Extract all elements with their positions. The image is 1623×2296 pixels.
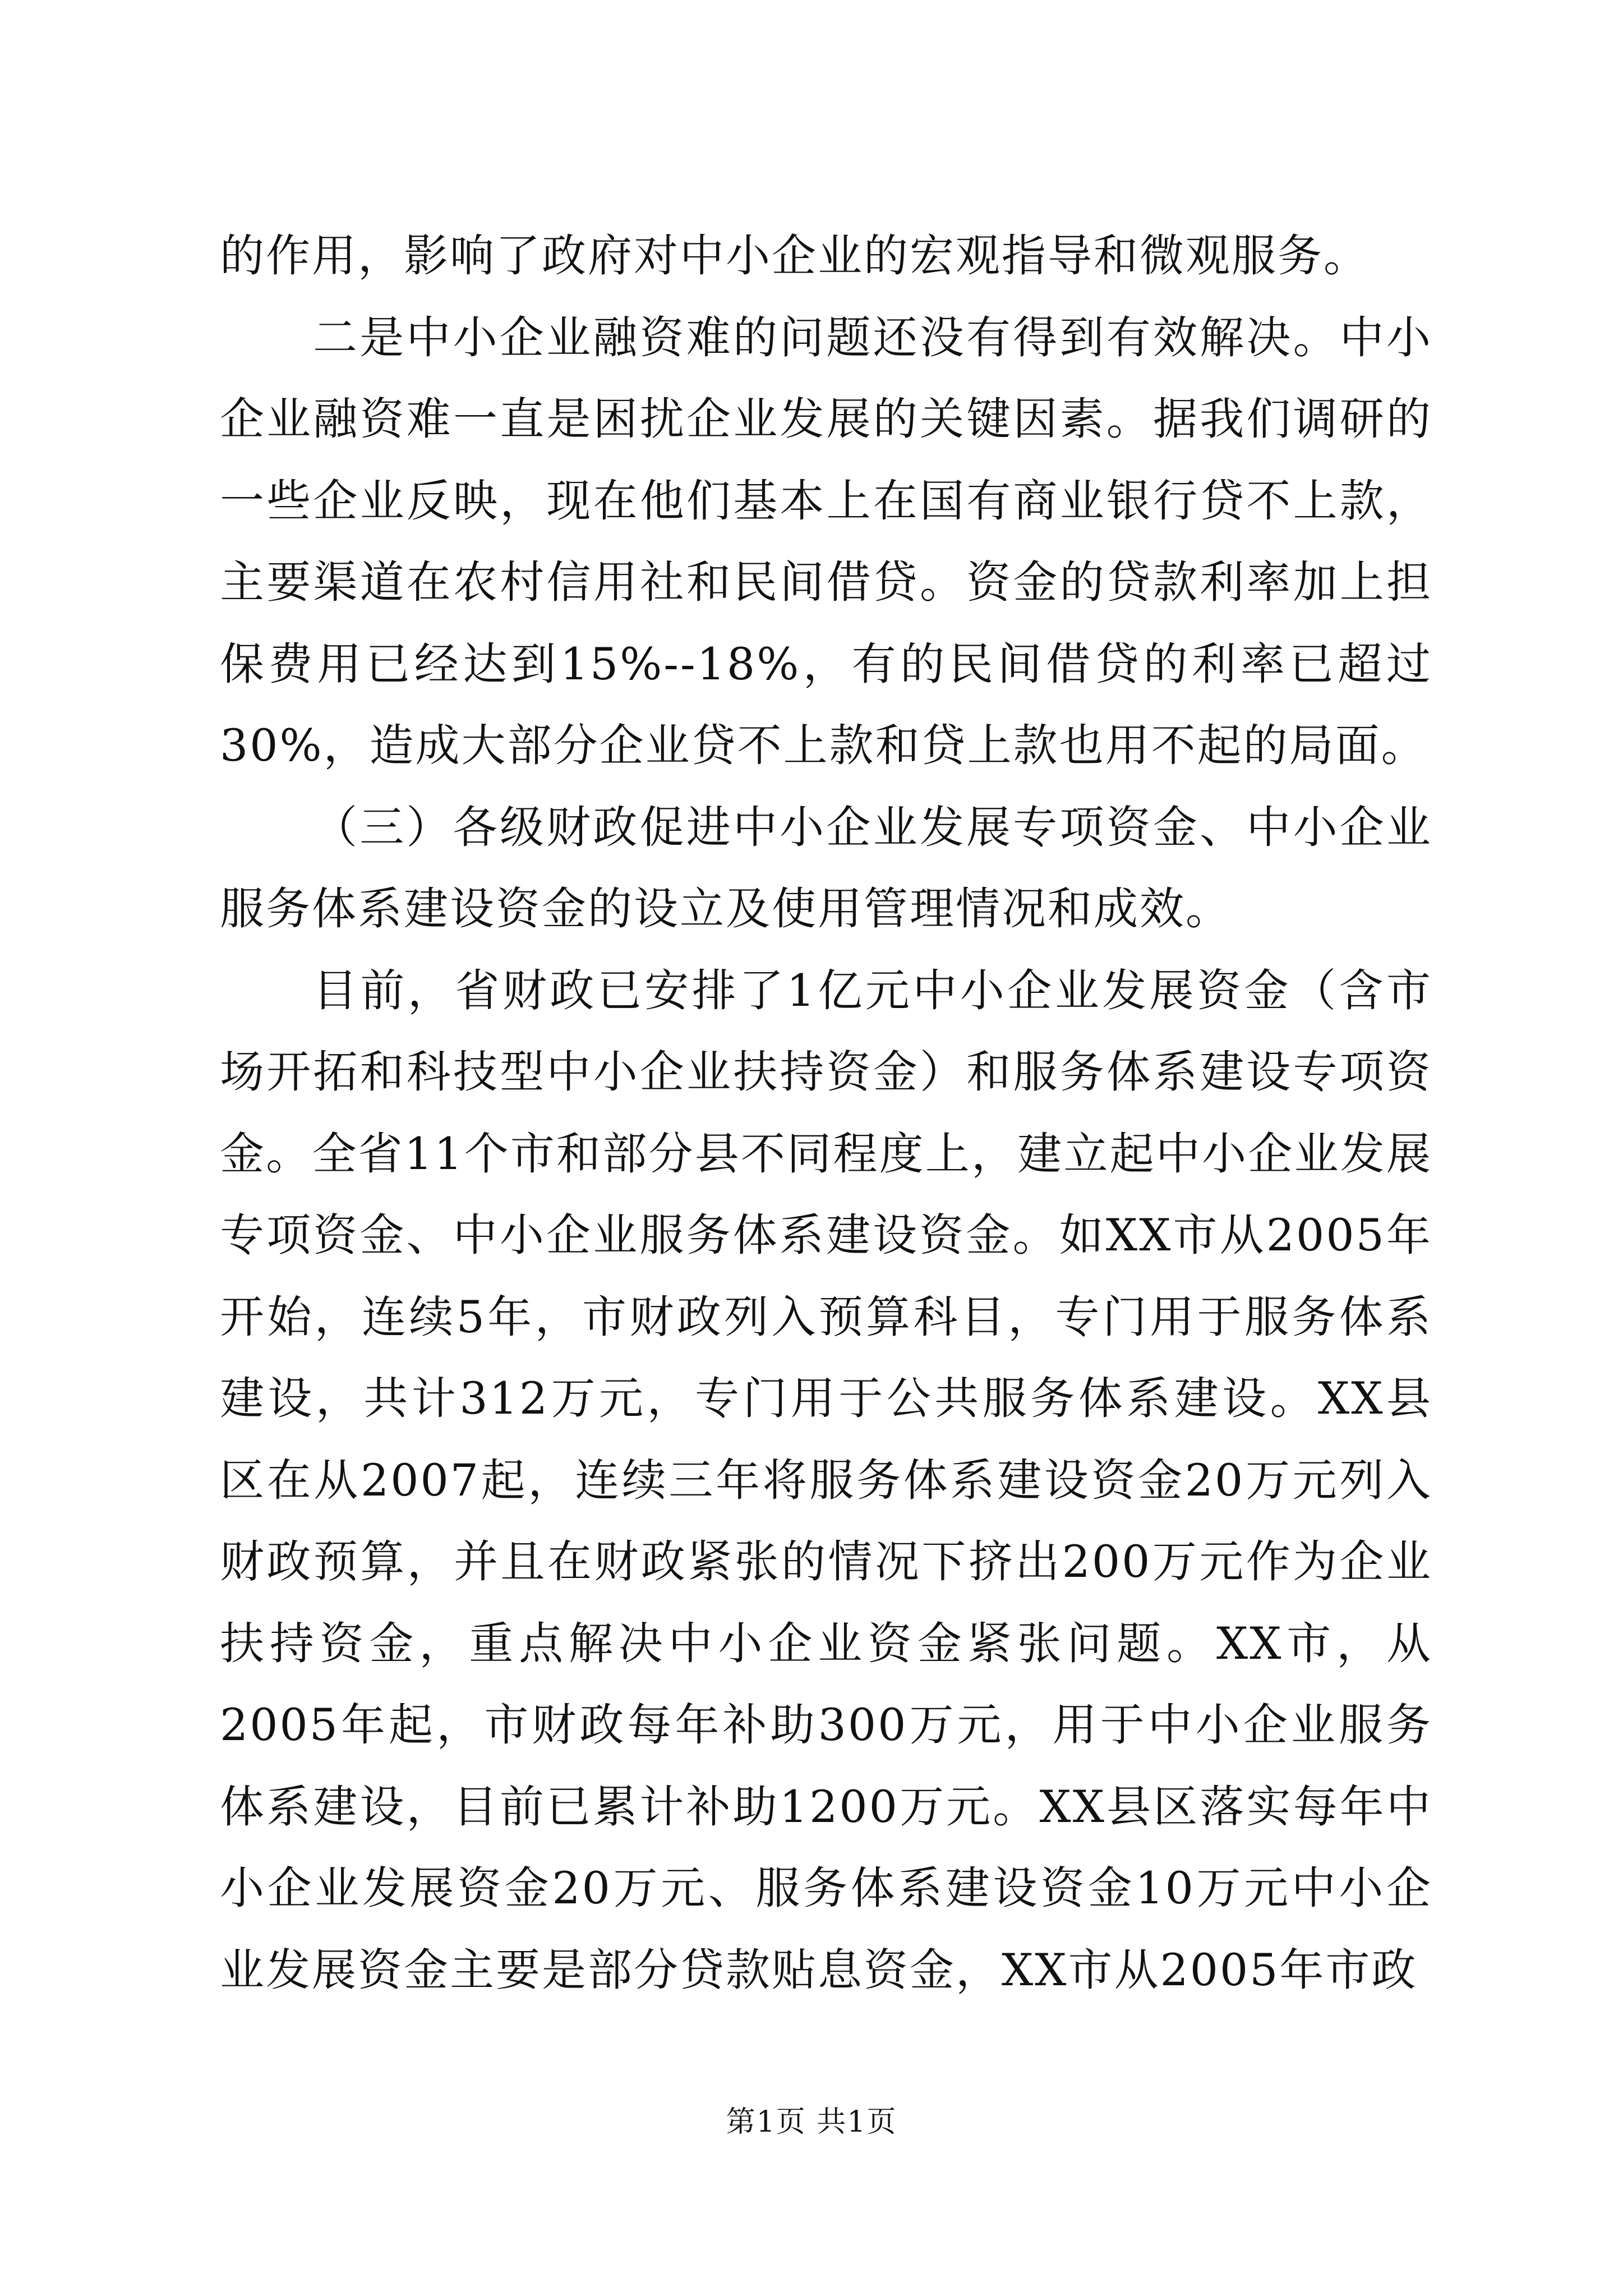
paragraph-continuation: 的作用，影响了政府对中小企业的宏观指导和微观服务。 [220,230,1370,282]
paragraph-financing-difficulty: 二是中小企业融资难的问题还没有得到有效解决。中小企业融资难一直是困扰企业发展的关键因素。据我们调研的一些企业反映，现在他们基本上在国有商业银行贷不上款，主要渠道在农村信用社和民间借贷。资金的贷款利率加上担保费用已经达到15%--18%，有的民间借贷的利率已超过30%，造成大部分企业贷不上款和贷上款也用不起的局面。 [220,311,1432,771]
page-footer: 第1页 共1页 [726,2105,897,2139]
section-heading-three: （三）各级财政促进中小企业发展专项资金、中小企业服务体系建设资金的设立及使用管理情况和成效。 [220,801,1432,935]
paragraph-funding-status: 目前，省财政已安排了1亿元中小企业发展资金（含市场开拓和科技型中小企业扶持资金）和服务体系建设专项资金。全省11个市和部分县不同程度上，建立起中小企业发展专项资金、中小企业服务体系建设资金。如XX市从2005年开始，连续5年，市财政列入预算科目，专门用于服务体系建设，共计312万元，专门用于公共服务体系建设。XX县区在从2007起，连续三年将服务体系建设资金20万元列入财政预算，并且在财政紧张的情况下挤出200万元作为企业扶持资金，重点解决中小企业资金紧张问题。XX市，从2005年起，市财政每年补助300万元，用于中小企业服务体系建设，目前已累计补助1200万元。XX县区落实每年中小企业发展资金20万元、服务体系建设资金10万元中小企业发展资金主要是部分贷款贴息资金，XX市从2005年市政 [220,964,1432,1996]
document-body [220,215,1432,2011]
